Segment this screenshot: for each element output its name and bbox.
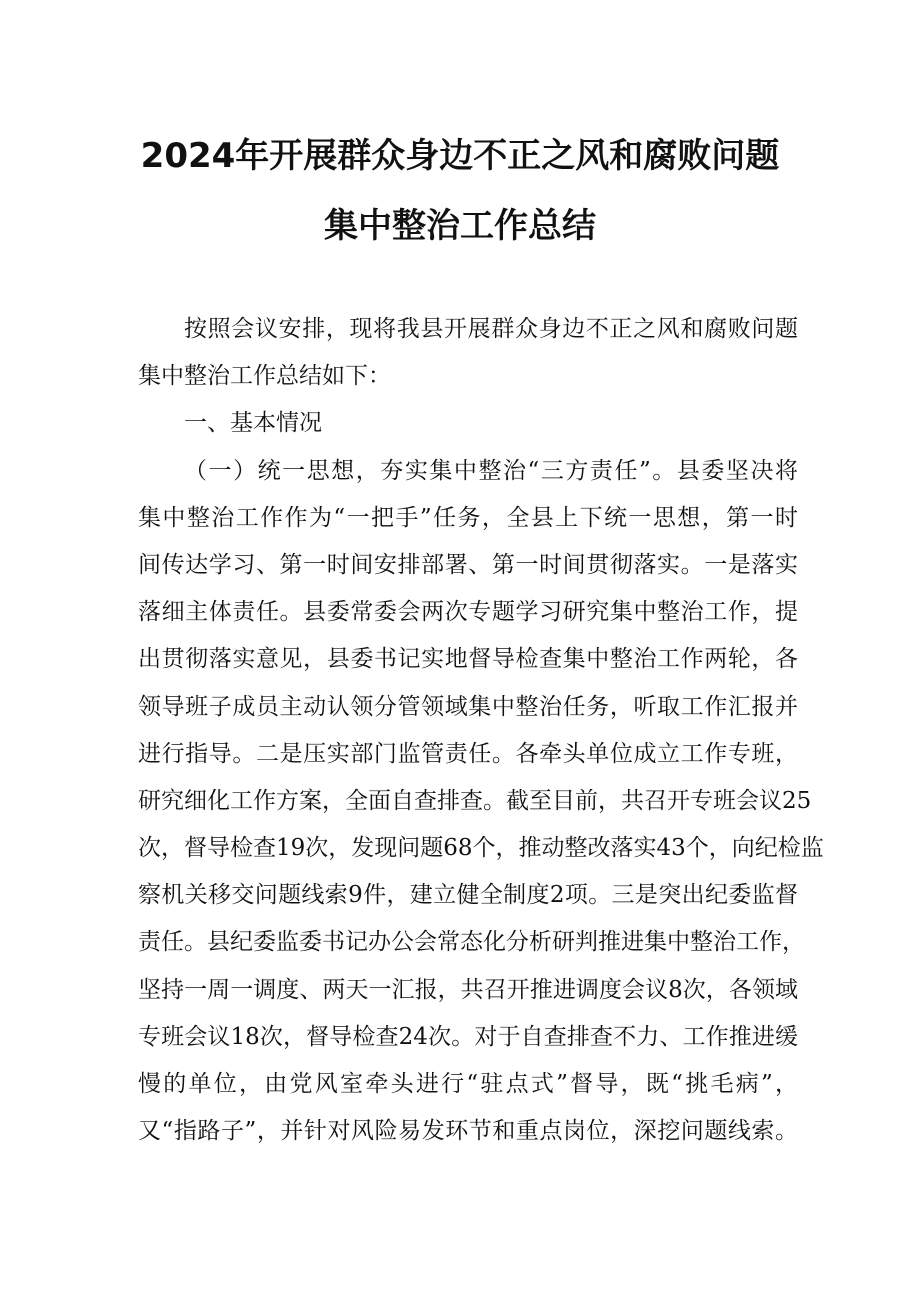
paragraph-line: 出贯彻落实意见，县委书记实地督导检查集中整治工作两轮，各 [138, 646, 798, 673]
paragraph-line: 责任。县纪委监委书记办公会常态化分析研判推进集中整治工作， [138, 929, 805, 956]
paragraph-line: 坚持一周一调度、两天一汇报，共召开推进调度会议8次，各领域 [138, 976, 798, 1003]
paragraph-line: 进行指导。二是压实部门监管责任。各牵头单位成立工作专班， [138, 740, 798, 767]
paragraph-intro-line: 按照会议安排，现将我县开展群众身边不正之风和腐败问题 [184, 316, 798, 342]
paragraph-line: 又“指路子”，并针对风险易发环节和重点岗位，深挖问题线索。 [138, 1118, 798, 1145]
paragraph-line: （一）统一思想，夯实集中整治“三方责任”。县委坚决将 [184, 457, 798, 484]
paragraph-line: 慢的单位，由党风室牵头进行“驻点式”督导，既“挑毛病”， [138, 1071, 798, 1097]
paragraph-line: 察机关移交问题线索9件，建立健全制度2项。三是突出纪委监督 [138, 882, 798, 909]
paragraph-line: 集中整治工作作为“一把手”任务，全县上下统一思想，第一时 [138, 504, 798, 531]
document-title-line-2: 集中整治工作总结 [324, 206, 596, 246]
paragraph-line: 次，督导检查19次，发现问题68个，推动整改落实43个，向纪检监 [138, 835, 824, 862]
section-heading: 一、基本情况 [184, 410, 322, 437]
paragraph-line: 间传达学习、第一时间安排部署、第一时间贯彻落实。一是落实 [138, 551, 798, 578]
paragraph-intro-line: 集中整治工作总结如下： [138, 363, 391, 390]
document-title-line-1: 2024年开展群众身边不正之风和腐败问题 [140, 136, 780, 176]
paragraph-line: 领导班子成员主动认领分管领域集中整治任务，听取工作汇报并 [138, 693, 798, 720]
paragraph-line: 落细主体责任。县委常委会两次专题学习研究集中整治工作，提 [138, 599, 798, 626]
paragraph-line: 专班会议18次，督导检查24次。对于自查排查不力、工作推进缓 [138, 1023, 798, 1050]
document-body [138, 306, 824, 1155]
paragraph-line: 研究细化工作方案，全面自查排查。截至目前，共召开专班会议25 [138, 787, 812, 814]
